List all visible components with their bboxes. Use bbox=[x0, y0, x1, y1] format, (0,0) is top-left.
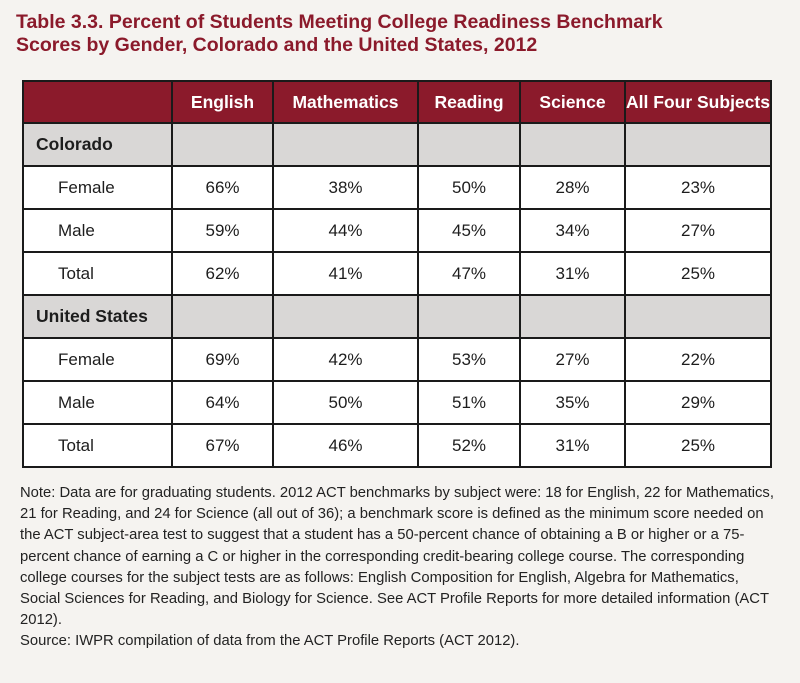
table-cell: 67% bbox=[172, 424, 273, 467]
data-table bbox=[22, 80, 772, 468]
header-corner bbox=[23, 81, 172, 123]
header-mathematics: Mathematics bbox=[273, 81, 418, 123]
group-row-united-states bbox=[23, 295, 771, 338]
table-cell: 45% bbox=[418, 209, 520, 252]
header-science: Science bbox=[520, 81, 625, 123]
table-row bbox=[23, 252, 771, 295]
group-row-colorado bbox=[23, 123, 771, 166]
note-text: Note: Data are for graduating students. 2012 ACT benchmarks by subject were: 18 for English, 22 for Mathematics, 21 for Reading, and 24 for Science (all out of 36); a benchmark score is defined as the minimum score needed on the ACT subject-area test to suggest that a student has a 50-percent chance of obtaining a B or higher or a 75-percent chance of earning a C or higher in the corresponding credit-bearing college course. The corresponding college courses for the subject tests are as follows: English Composition for English, Algebra for Mathematics, Social Sciences for Reading, and Biology for Science. See ACT Profile Reports for more detailed information (ACT 2012). bbox=[20, 485, 774, 629]
table-cell: 31% bbox=[520, 424, 625, 467]
table-cell: 62% bbox=[172, 252, 273, 295]
table-cell: 25% bbox=[625, 424, 771, 467]
header-all-four-subjects: All Four Subjects bbox=[625, 81, 771, 123]
table-cell: 38% bbox=[273, 166, 418, 209]
title-line-2: Scores by Gender, Colorado and the United States, 2012 bbox=[16, 34, 538, 56]
table-cell: 46% bbox=[273, 424, 418, 467]
table-row bbox=[23, 166, 771, 209]
table-cell: 64% bbox=[172, 381, 273, 424]
table-cell: 23% bbox=[625, 166, 771, 209]
row-label: Total bbox=[23, 252, 172, 295]
table-notes bbox=[20, 483, 780, 653]
row-label: Male bbox=[23, 209, 172, 252]
table-cell: 50% bbox=[273, 381, 418, 424]
row-label: Female bbox=[23, 338, 172, 381]
table-cell: 42% bbox=[273, 338, 418, 381]
table-row bbox=[23, 209, 771, 252]
row-label: Female bbox=[23, 166, 172, 209]
title-line-1: Table 3.3. Percent of Students Meeting College Readiness Benchmark bbox=[16, 11, 663, 33]
table-cell: 22% bbox=[625, 338, 771, 381]
source-text: Source: IWPR compilation of data from the ACT Profile Reports (ACT 2012). bbox=[20, 633, 520, 650]
table-cell: 41% bbox=[273, 252, 418, 295]
group-label: Colorado bbox=[23, 123, 172, 166]
table-cell: 51% bbox=[418, 381, 520, 424]
table-title bbox=[16, 11, 716, 57]
table-cell: 34% bbox=[520, 209, 625, 252]
group-label: United States bbox=[23, 295, 172, 338]
table-cell: 53% bbox=[418, 338, 520, 381]
header-row bbox=[23, 81, 771, 123]
row-label: Total bbox=[23, 424, 172, 467]
row-label: Male bbox=[23, 381, 172, 424]
header-english: English bbox=[172, 81, 273, 123]
table-cell: 44% bbox=[273, 209, 418, 252]
table-cell: 25% bbox=[625, 252, 771, 295]
table-cell: 59% bbox=[172, 209, 273, 252]
table-cell: 50% bbox=[418, 166, 520, 209]
table-cell: 66% bbox=[172, 166, 273, 209]
table-row bbox=[23, 424, 771, 467]
table-cell: 28% bbox=[520, 166, 625, 209]
table-row bbox=[23, 381, 771, 424]
table-cell: 31% bbox=[520, 252, 625, 295]
table-cell: 35% bbox=[520, 381, 625, 424]
table-cell: 47% bbox=[418, 252, 520, 295]
table-cell: 52% bbox=[418, 424, 520, 467]
header-reading: Reading bbox=[418, 81, 520, 123]
table-cell: 29% bbox=[625, 381, 771, 424]
table-row bbox=[23, 338, 771, 381]
table-cell: 69% bbox=[172, 338, 273, 381]
table-cell: 27% bbox=[520, 338, 625, 381]
table-cell: 27% bbox=[625, 209, 771, 252]
